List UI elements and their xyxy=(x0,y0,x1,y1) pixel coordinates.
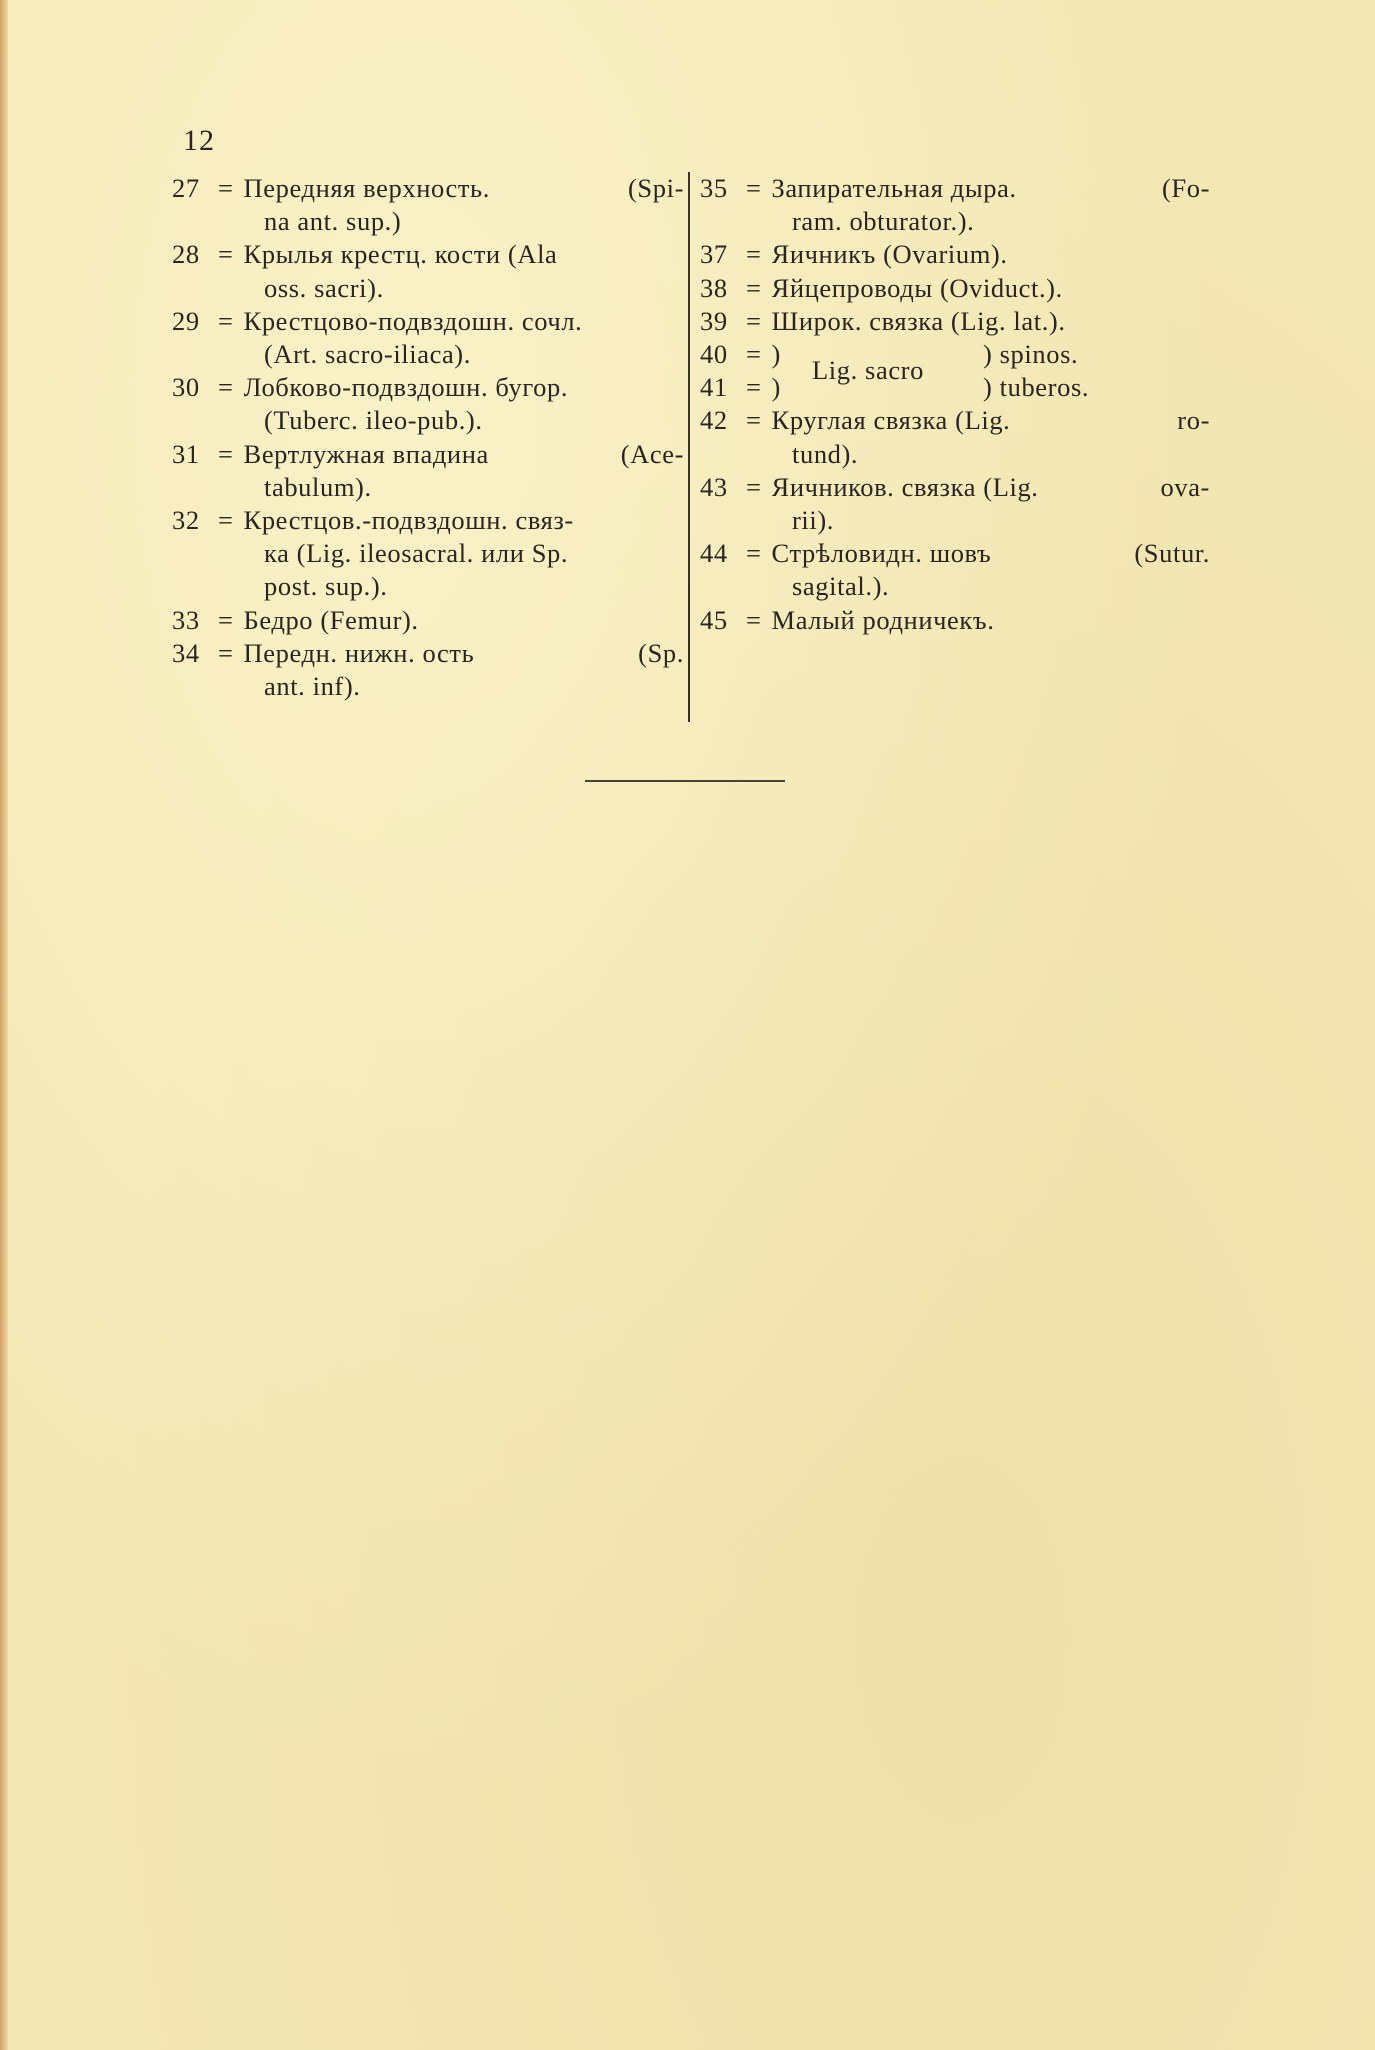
open-brace: ) xyxy=(771,372,781,403)
entry-tail xyxy=(1008,238,1210,271)
legend-entry xyxy=(172,604,684,637)
legend-entry-continuation: na ant. sup.) xyxy=(264,206,402,237)
entry-tail xyxy=(582,305,684,338)
entry-number: 38 xyxy=(700,272,728,303)
entry-number: 45 xyxy=(700,604,728,635)
legend-entry xyxy=(700,305,1210,338)
entry-number: 30 xyxy=(172,372,200,403)
entry-number: 28 xyxy=(172,239,200,270)
legend-entry-line xyxy=(700,272,1210,305)
equals-sign: = xyxy=(746,239,762,270)
legend-entry-line xyxy=(172,604,684,637)
entry-number: 29 xyxy=(172,305,200,336)
legend-entry-line xyxy=(172,504,684,537)
entry-number: 34 xyxy=(172,637,200,668)
equals-sign: = xyxy=(746,405,762,436)
entry-tail xyxy=(568,371,684,404)
legend-entry-continuation: ant. inf). xyxy=(264,671,361,702)
section-rule xyxy=(585,780,785,782)
entry-number: 27 xyxy=(172,173,200,203)
entry-name: Передн. нижн. ость xyxy=(243,637,475,668)
legend-entry-line xyxy=(172,238,684,271)
entry-name: Вертлужная впадина xyxy=(243,438,489,469)
entry-tail xyxy=(557,238,684,271)
braced-row-1 xyxy=(700,338,781,371)
equals-sign: = xyxy=(218,372,234,403)
entry-tail: ro- xyxy=(1177,405,1210,436)
entry-number: 42 xyxy=(700,405,728,436)
entry-name: Бедро (Femur). xyxy=(243,604,419,635)
legend-right-upper xyxy=(700,172,1210,338)
entry-tail xyxy=(994,604,1210,637)
column-divider xyxy=(688,172,690,722)
entry-tail xyxy=(1066,305,1210,338)
legend-entry xyxy=(172,637,684,703)
legend-entry-line xyxy=(700,172,1210,205)
entry-tail xyxy=(1063,272,1210,305)
legend-entry xyxy=(172,305,684,371)
legend-entry xyxy=(700,404,1210,470)
page-number: 12 xyxy=(183,124,215,157)
legend-entry-continuation: tund). xyxy=(792,438,859,469)
braced-suffix-2: ) tuberos. xyxy=(983,372,1090,403)
braced-row-2 xyxy=(700,371,781,404)
equals-sign: = xyxy=(746,471,762,502)
entry-tail: (Fo- xyxy=(1161,173,1210,203)
legend-entry xyxy=(700,172,1210,238)
legend-entry xyxy=(172,238,684,304)
entry-number: 40 xyxy=(700,339,728,370)
legend-entry-continuation: (Art. sacro-iliaca). xyxy=(264,339,471,370)
legend-entry-continuation: post. sup.). xyxy=(264,571,388,602)
equals-sign: = xyxy=(746,173,762,203)
entry-tail xyxy=(419,604,684,637)
entry-tail xyxy=(574,504,684,537)
entry-number: 44 xyxy=(700,538,728,569)
legend-entry-continuation: ка (Lig. ileosacral. или Sp. xyxy=(264,538,569,569)
legend-entry-line xyxy=(172,305,684,338)
entry-name: Круглая связка (Lig. xyxy=(771,405,1011,436)
entry-name: Передняя верхность. xyxy=(243,173,490,203)
legend-entry xyxy=(172,438,684,504)
entry-number: 39 xyxy=(700,305,728,336)
legend-entry-continuation: sagital.). xyxy=(792,571,890,602)
entry-name: Стрѣловидн. шовъ xyxy=(771,538,992,569)
equals-sign: = xyxy=(746,538,762,569)
legend-entry xyxy=(700,272,1210,305)
legend-entry xyxy=(172,172,684,238)
entry-tail: (Spi- xyxy=(628,173,684,203)
legend-entry-continuation: tabulum). xyxy=(264,471,372,502)
entry-name: Запирательная дыра. xyxy=(771,173,1017,203)
braced-term: Lig. sacro xyxy=(812,355,924,386)
equals-sign: = xyxy=(746,339,762,370)
legend-entry-continuation: rii). xyxy=(792,505,834,536)
equals-sign: = xyxy=(218,604,234,635)
entry-name: Малый родничекъ. xyxy=(771,604,995,635)
entry-name: Яичников. связка (Lig. xyxy=(771,471,1039,502)
equals-sign: = xyxy=(746,272,762,303)
open-brace: ) xyxy=(771,339,781,370)
entry-number: 37 xyxy=(700,239,728,270)
page-edge xyxy=(0,0,8,2050)
legend-entry xyxy=(172,371,684,437)
legend-entry-line xyxy=(700,305,1210,338)
entry-name: Крестцово-подвздошн. сочл. xyxy=(243,305,583,336)
legend-left-column xyxy=(172,172,684,703)
legend-entry-continuation: (Tuberc. ileo-pub.). xyxy=(264,405,483,436)
legend-entry-line xyxy=(172,438,684,471)
legend-entry xyxy=(700,537,1210,603)
equals-sign: = xyxy=(746,305,762,336)
entry-name: Широк. связка (Lig. lat.). xyxy=(771,305,1066,336)
legend-entry-line xyxy=(172,371,684,404)
equals-sign: = xyxy=(218,173,234,203)
equals-sign: = xyxy=(218,505,234,536)
legend-entry-line xyxy=(700,471,1210,504)
entry-number: 43 xyxy=(700,471,728,502)
entry-number: 33 xyxy=(172,604,200,635)
legend-entry-braced xyxy=(700,338,1210,404)
entry-number: 31 xyxy=(172,438,200,469)
entry-name: Крестцов.-подвздошн. связ- xyxy=(243,505,574,536)
equals-sign: = xyxy=(218,305,234,336)
legend-entry-line xyxy=(700,404,1210,437)
entry-tail: ova- xyxy=(1160,471,1210,502)
legend-entry xyxy=(700,471,1210,537)
equals-sign: = xyxy=(218,438,234,469)
legend-entry-line xyxy=(700,238,1210,271)
legend-entry-line xyxy=(700,604,1210,637)
braced-suffix-1: ) spinos. xyxy=(983,339,1079,370)
equals-sign: = xyxy=(746,372,762,403)
equals-sign: = xyxy=(218,637,234,668)
legend-entry xyxy=(172,504,684,604)
legend-right-column xyxy=(700,172,1210,637)
entry-tail: (Ace- xyxy=(620,438,684,469)
equals-sign: = xyxy=(746,604,762,635)
entry-number: 35 xyxy=(700,173,728,203)
legend-entry-line xyxy=(700,537,1210,570)
entry-name: Лобково-подвздошн. бугор. xyxy=(243,372,569,403)
entry-number: 32 xyxy=(172,505,200,536)
legend-entry-continuation: ram. obturator.). xyxy=(792,206,975,237)
equals-sign: = xyxy=(218,239,234,270)
entry-name: Яичникъ (Ovarium). xyxy=(771,239,1008,270)
legend-entry-line xyxy=(172,172,684,205)
legend-entry-continuation: oss. sacri). xyxy=(264,272,384,303)
legend-entry xyxy=(700,604,1210,637)
entry-tail: (Sp. xyxy=(638,637,684,668)
legend-entry-line xyxy=(172,637,684,670)
entry-name: Яйцепроводы (Oviduct.). xyxy=(771,272,1063,303)
entry-number: 41 xyxy=(700,372,728,403)
entry-name: Крылья крестц. кости (Ala xyxy=(243,239,558,270)
legend-entry xyxy=(700,238,1210,271)
entry-tail: (Sutur. xyxy=(1134,538,1210,569)
legend-right-lower xyxy=(700,404,1210,636)
